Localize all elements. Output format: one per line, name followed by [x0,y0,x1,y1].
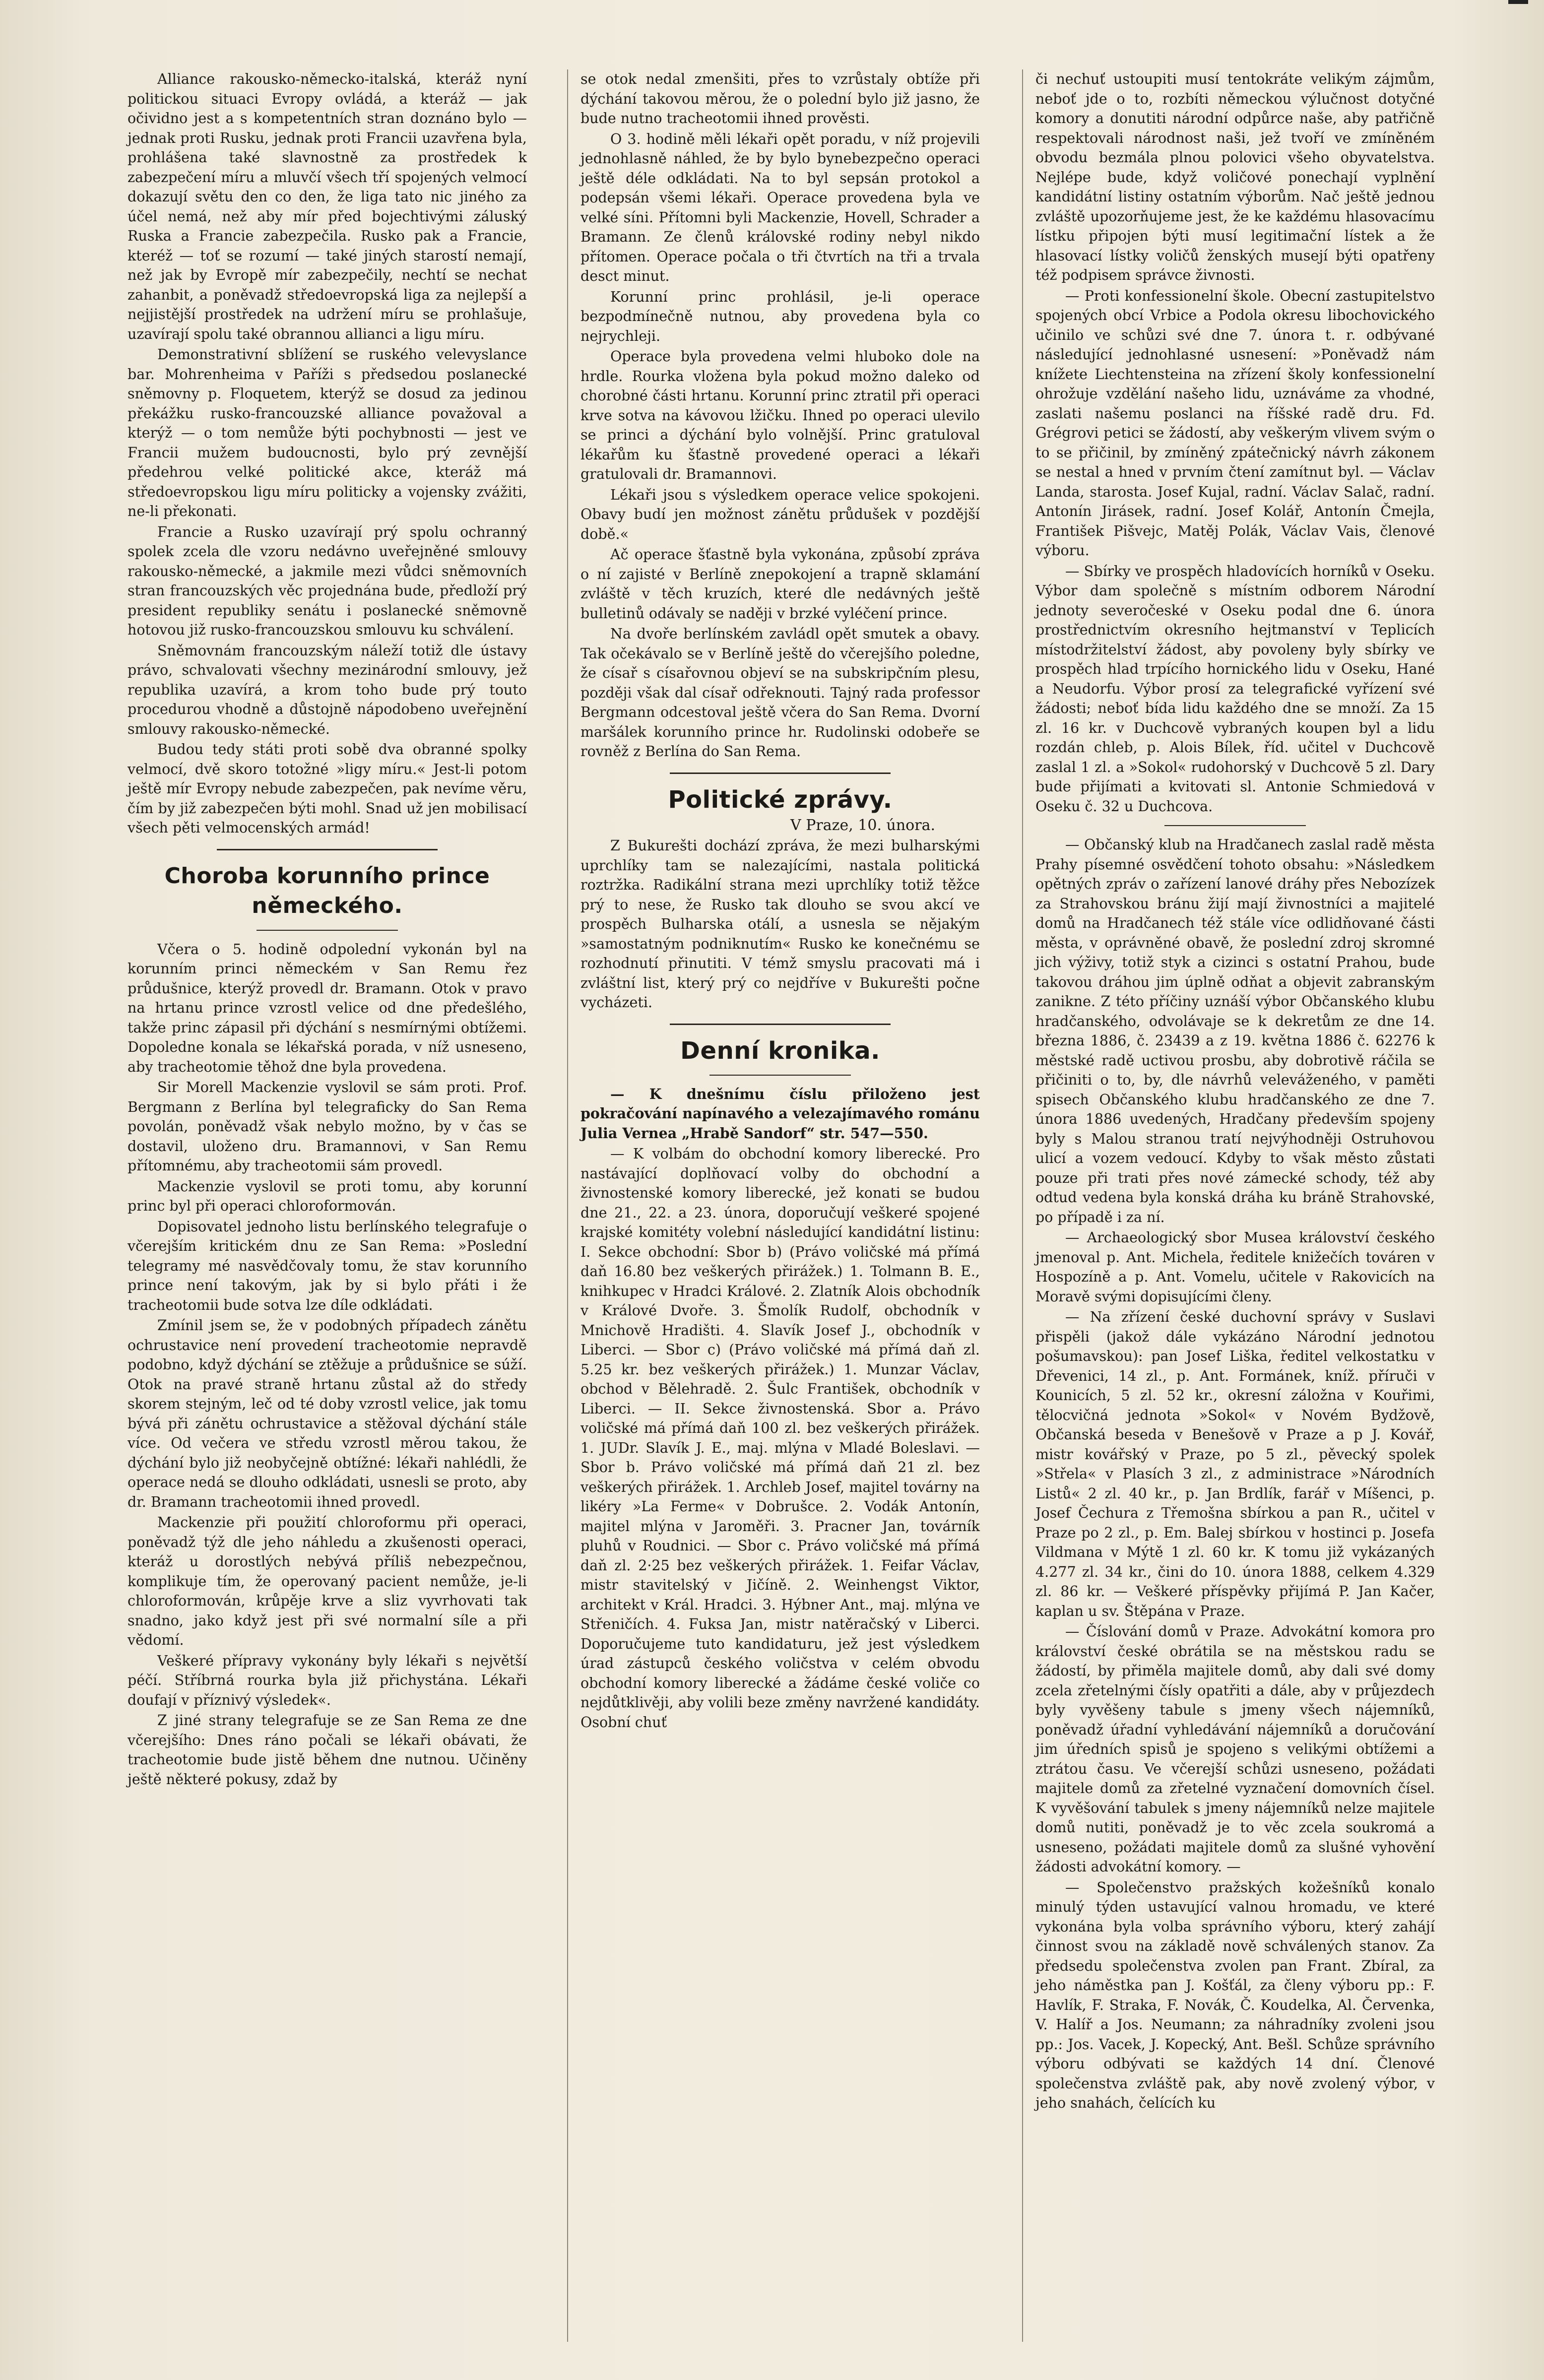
crown-prince-paragraph-7: Veškeré přípravy vykonány byly lékaři s největší péčí. Stříbrná rourka byla již přichystána. Lékaři doufají v příznivý výsledek«. [128,1652,527,1708]
archaeology-paragraph: — Archaeologický sbor Musea království českého jmenoval p. Ant. Michela, ředitele knižečích továren v Hospozíně a p. Ant. Vomelu, učitele v Rakovicích na Moravě svými dopisujícími členy. [1035,1229,1435,1305]
election-continuation: či nechuť ustoupiti musí tentokráte velikým zájmům, neboť jde o to, rozbíti německou výlučnost dotyčné komory a donutiti národní odpůrce naše, aby patřičně respektovali národnost naši, jež tvoří ve zmíněném obvodu bezmála plnou polovici všeho obyvatelstva. Nejlépe bude, když voličové ponechají vyplnění kandidátní listiny ostatním výborům. Nač ještě jednou zvláště upozorňujeme jest, že ke každému hlasovacímu lístku připojen býti musí legitimační lístek a že hlasovací lístky voličů ženských musejí býti opatřeny též podpisem správce živnosti. [1035,71,1435,283]
hradcany-club-paragraph: — Občanský klub na Hradčanech zaslal radě města Prahy písemné osvědčení tohoto obsahu: »Následkem opětných zpráv o zařízení lanové dráhy přes Nebozízek za Strahovskou bránu žijí mají živnostníci a majitelé domů na Hradčanech též stále více odlidňované části města, v oprávněné obavě, že poslední zdroj skromné jich výživy, totiž styk a cizinci s ostatní Prahou, bude takovou dráhou jim úplně odňat a objevit zabranským zanikne. Z této příčiny uznáší výbor Občanského klubu hradčanského, odvolávaje se k dekretům ze dne 14. března 1886, č. 23439 a z 19. května 1886 č. 62276 k městské radě uctivou prosbu, aby dobrotivě ráčila se přičiniti o to, by, dle návrhů veleváženého, v paměti spisech Občanského klubu hradčanského ze dne 7. února 1886 uvedených, Hradčany především spojeny byly s Malou stranou tratí nejvýhodněji Ostruhovou ulicí a vozem vedoucí. Kdyby to však město zůstati pouze při trati přes nové zámecké schody, též aby odtud vedena byla konská dráha ku bráně Strahovské, po případě i za ní. [1035,836,1435,1225]
heading-underline [257,930,398,931]
scan-edge-mark [1508,0,1528,4]
daily-chronicle-heading: Denní kronika. [680,1036,880,1065]
section-divider [670,1024,891,1025]
operation-paragraph-5: Lékaři jsou s výsledkem operace velice spokojeni. Obavy budí jen možnost zánětu průdušek v pozdější době.« [580,486,980,542]
crown-prince-paragraph-6: Mackenzie při použití chloroformu při operaci, poněvadž týž dle jeho náhledu a zkušenosti operaci, kteráž u dorostlých nebývá příliš nebezpečnou, komplikuje tím, že operovaný pacient nemůže, je-li chloroformován, krůpěje krve a sliz vyvrhovati tak snadno, jako když jest při své normalní síle a při vědomí. [128,1514,527,1648]
column-3 [1035,69,1435,2113]
alliance-paragraph-5: Budou tedy státi proti sobě dva obranné spolky velmocí, dvě skoro totožné »ligy míru.« Jest-li potom ještě mír Evropy nebude zabezpečen, pak nevíme věru, čím by již zabezpečen býti mohl. Snad už jen mobilisací všech pěti velmocenských armád! [128,741,527,836]
suslav-parish-paragraph: — Na zřízení české duchovní správy v Suslavi přispěli (jakož dále vykázáno Národní jednotou pošumavskou): pan Josef Liška, ředitel velkostatku v Dřevenici, 14 zl., p. Ant. Formánek, kníž. příruči v Kounicích, 5 zl. 52 kr., okresní záložna v Kouřimi, tělocvičná jednota »Sokol« v Novém Bydžově, Občanská beseda v Benešově v Praze a p J. Kovář, mistr kovářský v Praze, po 5 zl., pěvecký spolek »Střela« v Plasích 3 zl., z administrace »Národních Listů« 2 zl. 40 kr., p. Jan Brdlík, farář v Míšenci, p. Josef Čechura z Třemošna sbírkou a pan R., učitel v Praze po 2 zl., p. Em. Balej sbírkou v hostinci p. Josefa Vildmana v Mýtě 1 zl. 60 kr. K tomu již vykázaných 4.277 zl. 34 kr., čini do 10. února 1888, celkem 4.329 zl. 86 kr. — Veškeré příspěvky přijímá P. Jan Kačer, kaplan u sv. Štěpána v Praze. [1035,1309,1435,1619]
furriers-guild-paragraph: — Společenstvo pražských kožešníků konalo minulý týden ustavující valnou hromadu, ve které vykonána byla volba správního výboru, který zahájí činnost svou na základě nově schválených stanov. Za předsedu společenstva zvolen pan Frant. Zbíral, za jeho náměstka pan J. Košťál, za členy výboru pp.: F. Havlík, F. Straka, F. Novák, Č. Koudelka, Al. Červenka, V. Halíř a Jos. Neumann; za náhradníky zvoleni jsou pp.: Jos. Vacek, J. Kopecký, Ant. Bešl. Schůze správního výboru odbývati se každých 14 dní. Členové společenstva zvláště pak, aby nově zvolený výbor, v jeho snahách, čelících ku [1035,1879,1435,2111]
operation-paragraph-4: Operace byla provedena velmi hluboko dole na hrdle. Rourka vložena byla pokud možno daleko od chorobné části hrtanu. Korunní princ ztratil při operaci krve sotva na kávovou lžičku. Ihned po operaci ulevilo se princi a dýchání bylo volnější. Princ gratuloval lékařům ku šťastně provedené operaci a lékaři gratulovali dr. Bramannovi. [580,348,980,482]
miners-collection-paragraph: — Sbírky ve prospěch hladovících horníků v Oseku. Výbor dam společně s místním odborem Národní jednoty severočeské v Oseku podal dne 6. února prostřednictvím okresního hejtmanství v Teplicích místodržitelství žádost, aby povoleny byly sbírky ve prospěch hlad trpícího hornického lidu v Oseku, Hané a Neudorfu. Výbor prosí za telegrafické vyřízení své žádosti; neboť bída lidu každého dne se množí. Za 15 zl. 16 kr. v Duchcově vybraných koupen byl a lidu rozdán chleb, p. Alois Bílek, říd. učitel v Duchcově zaslal 1 zl. a »Sokol« rudohorský v Duchcově 5 zl. Dary bude přijímati a kvitovati sl. Antonie Schmiedová v Oseku č. 32 u Duchcova. [1035,563,1435,815]
column-rule-2 [1022,69,1023,2342]
crown-prince-paragraph-5: Zmínil jsem se, že v podobných případech zánětu ochrustavice není provedení tracheotomie nepravdě podobno, když dýchání se ztěžuje a průdušnice se súží. Otok na pravé straně hrtanu zůstal až do středy skorem stejným, leč od té doby vzrostl velice, jak tomu bývá při zánětu ochrustavice a stěžoval dýchání stále více. Od večera ve středu vzrostl měrou takou, že dýchání bylo již neobyčejně obtížné: lékaři nahlédli, že operace nedá se dlouho odkládati, usnesli se proto, aby dr. Bramann tracheotomii ihned provedl. [128,1317,527,1510]
operation-paragraph-7: Na dvoře berlínském zavládl opět smutek a obavy. Tak očekávalo se v Berlíně ještě do včerejšího poledne, že císař s císařovnou objeví se na subskripčním plesu, později však dal císař odřeknouti. Tajný rada professor Bergmann odcestoval ještě včera do San Rema. Dvorní maršálek korunního prince hr. Rudolinski odobeře se rovněž z Berlína do San Rema. [580,626,980,760]
confessional-school-paragraph: — Proti konfessionelní škole. Obecní zastupitelstvo spojených obcí Vrbice a Podola okresu libochovického učinilo ve schůzi své dne 7. února t. r. odbývané následující jednohlasné usnesení: »Poněvadž nám knížete Liechtensteina na zřízení školy konfessionelní ohrožuje vzdělání našeho lidu, uznáváme za vhodné, zaslati našemu poslanci na říšské radě dru. Fd. Grégrovi petici se žádostí, aby veškerým vlivem svým o to se přičinil, by zmíněný zpátečnický návrh zákonem se nestal a hned v prvním čtení zamítnut byl. — Václav Landa, starosta. Josef Kujal, radní. Václav Salač, radní. Antonín Jirásek, radní. Josef Kolář, Antonín Čmejla, František Pišvejc, Matěj Polák, Václav Vais, členové výboru. [1035,287,1435,559]
crown-prince-paragraph-2: Sir Morell Mackenzie vyslovil se sám proti. Prof. Bergmann z Berlína byl telegraficky do San Rema povolán, poněvadž však nebylo možno, by v čas se dostavil, uloženo dru. Bramannovi, v San Remu přítomnému, aby tracheotomii sám provedl. [128,1079,527,1174]
section-divider [670,772,891,774]
chronicle-supplement-note: — K dnešnímu číslu přiloženo jest pokračování napínavého a velezajímavého románu Julia Vernea „Hrabě Sandorf“ str. 547—550. [580,1085,980,1142]
house-numbering-paragraph: — Číslování domů v Praze. Advokátní komora pro království české obrátila se na městskou radu se žádostí, by přiměla majitele domů, aby dali své domy zcela zřetelnými čísly opatřiti a dále, aby v průjezdech byly vyvěšeny tabule s jmeny všech nájemníků, poněvadž úřadní vyhledávání nájemníků a doručování jim úředních spisů je spojeno s velikými obtížemi a ztrátou času. Ve včerejší schůzi usneseno, požádati majitele domů za zřetelné vyznačení domovních čísel. K vyvěšování tabulek s jmeny nájemníků nelze majitele domů nutiti, poněvadž je to věc zcela soukromá a usneseno, požádati majitele domů za slušné vyhovění žádosti advokátní komory. — [1035,1623,1435,1875]
heading-underline [709,1075,851,1076]
column-1 [128,69,527,1789]
chronicle-election-paragraph: — K volbám do obchodní komory liberecké. Pro nastávající doplňovací volby do obchodní a živnostenské komory liberecké, jež konati se budou dne 21., 22. a 23. února, doporučují veškeré spojené krajské komitéty volební následující kandidátní listinu: I. Sekce obchodní: Sbor b) (Právo voličské má přímá daň 16.80 bez veškerých přirážek.) 1. Tolmann B. E., knihkupec v Hradci Králové. 2. Zlatník Alois obchodník v Králové Dvoře. 3. Šmolík Rudolf, obchodník v Mnichově Hradišti. 4. Slavík Josef J., obchodník v Liberci. — Sbor c) (Právo voličské má přímá daň zl. 5.25 kr. bez veškerých přirážek.) 1. Munzar Václav, obchod v Bělehradě. 2. Šulc František, obchodník v Liberci. — II. Sekce živnostenská. Sbor a. Právo voličské má přímá daň 100 zl. bez veškerých přirážek. 1. JUDr. Slavík J. E., maj. mlýna v Mladé Boleslavi. — Sbor b. Právo voličské má přímá daň 21 zl. bez veškerých přirážek. 1. Archleb Josef, majitel továrny na likéry »La Ferme« v Dobrušce. 2. Vodák Antonín, majitel mlýna v Jaroměři. 3. Pracner Jan, továrník pluhů v Roudnici. — Sbor c. Právo voličské má přímá daň zl. 2·25 bez veškerých přirážek. 1. Feifar Václav, mistr stavitelský v Jičíně. 2. Weinhengst Viktor, architekt v Král. Hradci. 3. Hýbner Ant., maj. mlýna ve Střeničích. 4. Fuksa Jan, mistr natěračský v Liberci. Doporučujeme tuto kandidaturu, jež jest výsledkem úrad zástupců českého voličstva v celém obvodu obchodní komory liberecké a žádáme české voliče co nejdůtklivěji, aby volili beze změny navržené kandidáty. Osobní chuť [580,1146,980,1731]
political-news-heading: Politické zprávy. [668,785,893,814]
operation-paragraph-6: Ač operace šťastně byla vykonána, způsobí zpráva o ní zajisté v Berlíně znepokojení a trapně sklamání zvláště v těch kruzích, které dle nedávných ještě bulletinů odávaly se naději v brzké vyléčení prince. [580,546,980,622]
alliance-paragraph-4: Sněmovnám francouzským náleží totiž dle ústavy právo, schvalovati všechny mezinárodní smlouvy, jež republika uzavírá, a krom toho bude prý touto procedurou vhodně a důstojně nápodobeno uveřejnění smlouvy rakousko-německé. [128,642,527,737]
crown-prince-heading: Choroba korunního prince německého. [164,863,490,918]
crown-prince-paragraph-1: Včera o 5. hodině odpolední vykonán byl na korunním princi německém v San Remu řez průdušnice, kterýž provedl dr. Bramann. Otok v pravo na hrtanu prince vzrostl velice od dne předešlého, takže princ zápasil při dýchání s nesmírnými obtížemi. Dopoledne konala se lékařská porada, v níž usneseno, aby tracheotomie těhož dne byla provedena. [128,941,527,1075]
crown-prince-paragraph-8: Z jiné strany telegrafuje se ze San Rema ze dne včerejšího: Dnes ráno počali se lékaři obávati, že tracheotomie bude jistě během dne nutnou. Učiněny ještě některé pokusy, zdaž by [128,1712,527,1788]
column-2 [580,69,980,1732]
political-news-paragraph: Z Bukurešti dochází zpráva, že mezi bulharskými uprchlíky tam se nalezajícími, nastala politická roztržka. Radikální strana mezi uprchlíky totiž těžce prý to nese, že Rusko tak dlouho se svou akcí ve prospěch Bulharska otálí, a usnesla se nějakým »samostatným podniknutím« Rusko ke konečnému se rozhodnutí přinutiti. V témž smyslu pracovati má i zvláštní list, který prý co nejdříve v Bukurešti počne vycházeti. [580,837,980,1011]
operation-paragraph-2: O 3. hodině měli lékaři opět poradu, v níž projevili jednohlasně náhled, že by bylo bynebezpečno operaci ještě déle odkládati. Na to byl sepsán protokol a podepsán všemi lékaři. Operace provedena byla ve velké síni. Přítomni byli Mackenzie, Hovell, Schrader a Bramann. Ze členů královské rodiny nebyl nikdo přítomen. Operace počala o tři čtvrtích na tři a trvala desct minut. [580,130,980,284]
alliance-paragraph-3: Francie a Rusko uzavírají prý spolu ochranný spolek zcela dle vzoru nedávno uveřejněné smlouvy rakousko-německé, a jakmile mezi vůdci sněmovních stran francouzských věc projednána bude, předloží prý president republiky senátu i poslanecké sněmovně hotovou již rusko-francouzskou smlouvu ku schválení. [128,523,527,638]
item-divider [1164,825,1306,826]
crown-prince-paragraph-3: Mackenzie vyslovil se proti tomu, aby korunní princ byl při operaci chloroformován. [128,1178,527,1214]
section-divider [217,849,438,850]
crown-prince-paragraph-4: Dopisovatel jednoho listu berlínského telegrafuje o včerejším kritickém dnu ze San Rema: »Poslední telegramy mé nasvědčovaly tomu, že stav korunního prince není takovým, jak by si bylo přáti i že tracheotomii bude sotva lze díle odkládati. [128,1218,527,1313]
operation-paragraph-3: Korunní princ prohlásil, je-li operace bezpodmínečně nutnou, aby provedena byla co nejrychleji. [580,288,980,344]
operation-paragraph-1: se otok nedal zmenšiti, přes to vzrůstaly obtíže při dýchání takovou měrou, že o polední bylo již jasno, že bude nutno tracheotomii ihned prověsti. [580,71,980,127]
alliance-paragraph-1: Alliance rakousko-německo-italská, kteráž nyní politickou situaci Evropy ovládá, a kteráž — jak očividno jest a s kompetentních stran doznáno bylo — jednak proti Rusku, jednak proti Francii uzavřena byla, prohlášena také slavnostně za prostředek k zabezpečení míru a mluvčí všech tří spojených velmocí dokazují světu den co den, že liga tato nic jiného za účel nemá, než aby mír před bojechtivými záluský Ruska a Francie zabezpečila. Rusko pak a Francie, kteréž — toť se rozumí — také jiných starostí nemají, než jak by Evropě mír zabezpečily, nechtí se nechat zahanbit, a poněvadž středoevropská liga za nejlepší a nejjistější prostředek na udržení míru se prohlašuje, uzavírají spolu také obrannou allianci a ligu míru. [128,71,527,342]
alliance-paragraph-2: Demonstrativní sblížení se ruského velevyslance bar. Mohrenheima v Paříži s předsedou poslanecké sněmovny p. Floquetem, kterýž se dosud za jedinou překážku rusko-francouzské alliance považoval a kterýž — o tom nemůže býti pochybnosti — jest ve Francii mužem budoucnosti, bylo prý zevnější předehrou velké politické akce, kteráž má středoevropskou ligu míru politicky a vojensky zvážiti, ne-li překonati. [128,346,527,519]
dateline: V Praze, 10. února. [790,816,935,834]
column-rule-1 [567,69,568,2342]
